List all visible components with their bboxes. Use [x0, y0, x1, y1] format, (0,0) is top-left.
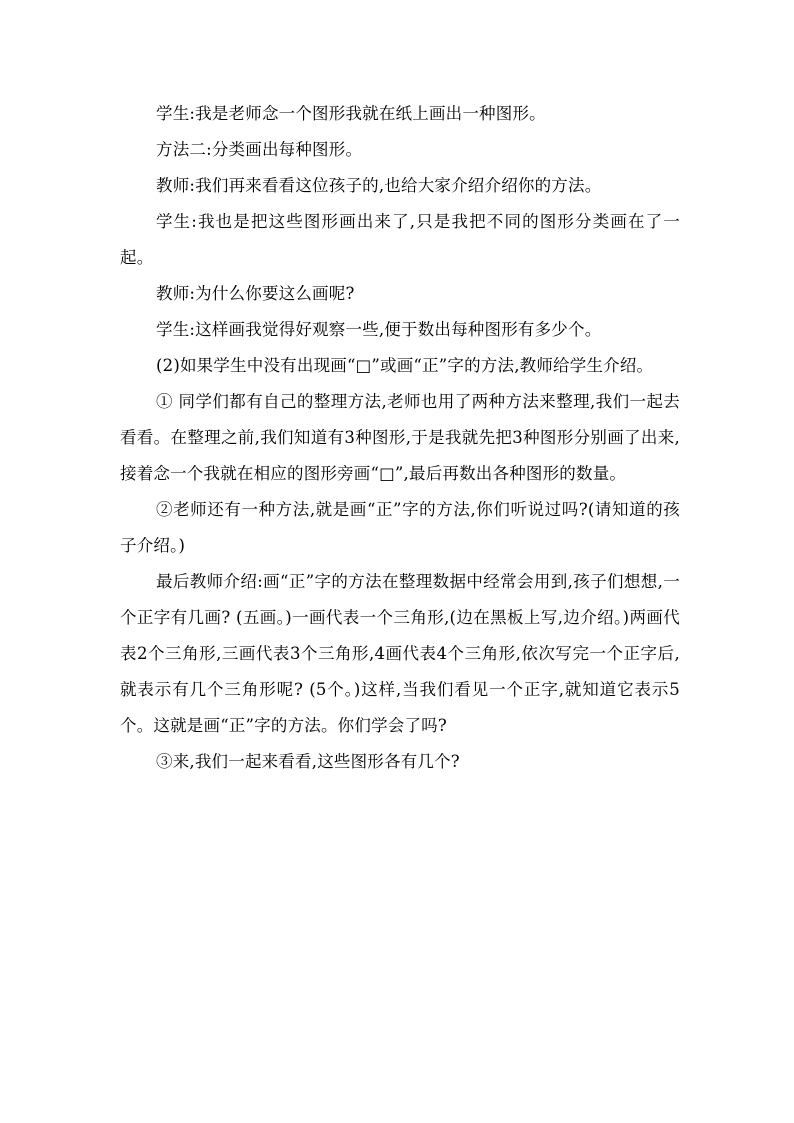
paragraph-method-two: 方法二:分类画出每种图形。	[156, 140, 363, 159]
paragraph-circled-3: ③来,我们一起来看看,这些图形各有几个?	[156, 752, 460, 771]
paragraph-teacher-why: 教师:为什么你要这么画呢?	[156, 284, 355, 303]
paragraph-student-observe: 学生:这样画我觉得好观察一些,便于数出每种图形有多少个。	[156, 320, 602, 339]
paragraph-item-2: (2)如果学生中没有出现画“□”或画“正”字的方法,教师给学生介绍。	[156, 356, 654, 375]
paragraph-circled-1: ① 同学们都有自己的整理方法,老师也用了两种方法来整理,我们一起去看看。在整理之前,我们知道有3种图形,于是我就先把3种图形分别画了出来,接着念一个我就在相应的图形旁画“□”,最后再数出各种图形的数量。	[120, 392, 680, 483]
paragraph-teacher-intro: 最后教师介绍:画“正”字的方法在整理数据中经常会用到,孩子们想想,一个正字有几画? (五画。)一画代表一个三角形,(边在黑板上写,边介绍。)两画代表2个三角形,三画代表3个三角形,4画代表4个三角形,依次写完一个正字后,就表示有几个三角形呢? (5个。)这样,当我们看见一个正字,就知道它表示5个。这就是画“正”字的方法。你们学会了吗?	[120, 572, 680, 735]
paragraph-student-classify: 学生:我也是把这些图形画出来了,只是我把不同的图形分类画在了一起。	[120, 212, 680, 267]
paragraph-teacher-ask: 教师:我们再来看看这位孩子的,也给大家介绍介绍你的方法。	[156, 176, 602, 195]
paragraph-circled-2: ②老师还有一种方法,就是画“正”字的方法,你们听说过吗?(请知道的孩子介绍。)	[120, 500, 680, 555]
document-body	[120, 96, 680, 780]
paragraph-student-draw: 学生:我是老师念一个图形我就在纸上画出一种图形。	[156, 104, 546, 123]
